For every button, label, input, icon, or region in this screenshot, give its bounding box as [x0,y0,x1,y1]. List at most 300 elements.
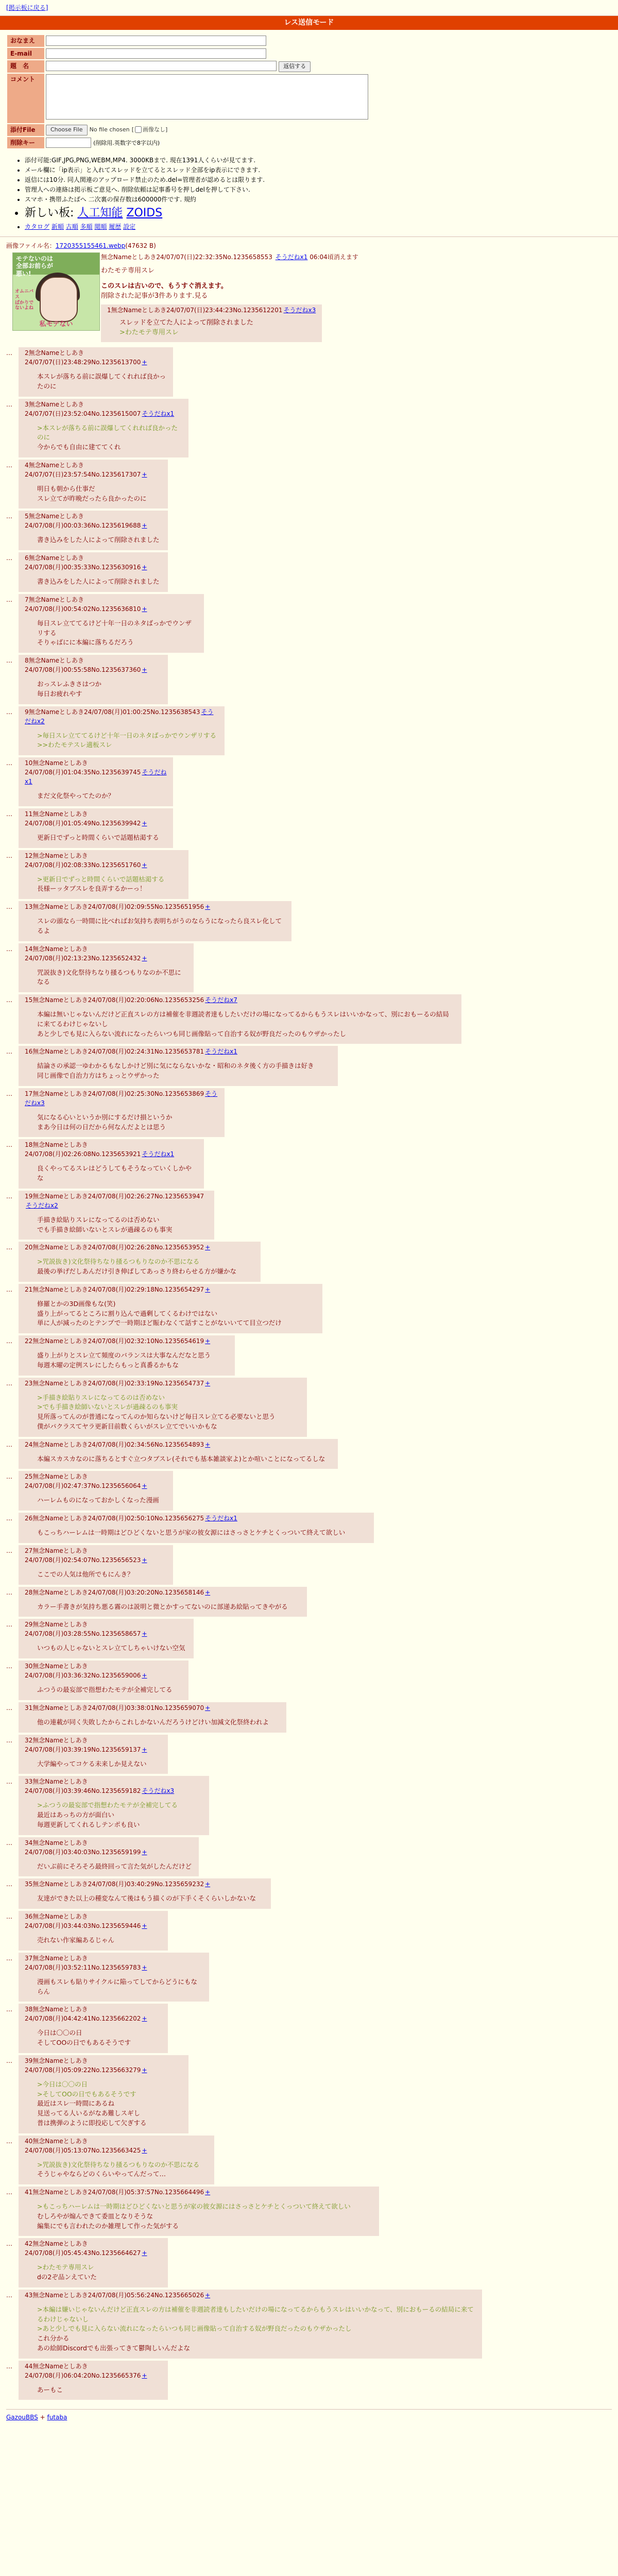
reply-indent: … [6,1954,12,1962]
reply-body [37,731,218,751]
reply-indent: … [6,1880,12,1888]
reply-header-text: 22無念Nameとしあき24/07/08(月)02:32:10No.1235654619 [25,1337,204,1345]
reply-row [6,943,612,993]
reply-indent: … [6,1839,12,1846]
sodane-button[interactable]: + [142,1556,147,1564]
submit-button[interactable]: 返信する [279,61,311,72]
reply-form [0,30,618,231]
subject-input[interactable] [46,61,277,71]
reply-line: もこっちハーレムは一時期はどひどくないと思うが家の彼女源にはさっさとケチとくっついて終えて欲しい [37,1529,346,1536]
reply-body [37,1718,280,1727]
board-link-ai[interactable]: 人工知能 [77,207,123,219]
reply-line: スレの頭なら一時間に比べればお気持ち表明ちがうのならうになったら良スレ化してるよ [37,917,282,935]
reply-line: 今日は〇〇の日 [37,2029,82,2037]
reply-indent: … [6,2006,12,2013]
top-nav [0,0,618,12]
reply-indent: … [6,349,12,357]
reply-post [19,1471,173,1511]
reply-line: 大学編やってコケる未来しか見えない [37,1759,147,1768]
sodane-button[interactable]: + [142,564,147,571]
sodane-button[interactable]: + [142,359,147,366]
rule-item: • 返信には10分. 同人関連のアップロード禁止のため.del=管理者が認めるとは限ります. [25,175,612,184]
reply-line: あの絵師Discordでも出張ってきて鬱陶しいんだよな [37,2344,190,2352]
reply-post [19,2136,214,2185]
footer-link-futaba[interactable]: futaba [47,2414,67,2421]
reply-body [37,1113,218,1132]
sodane-button[interactable]: + [205,1588,211,1596]
footer-link-gazoubbs[interactable]: GazouBBS [6,2414,38,2421]
footer-separator: + [38,2414,47,2421]
sodane-button[interactable]: そうだねx2 [26,1201,58,1209]
reply-line: 書き込みをした人によって削除されました [37,578,160,585]
reply-row [6,2361,612,2400]
reply-row [6,1837,612,1877]
reply-body [37,1894,265,1904]
footer [0,2400,618,2432]
reply-header [25,2188,373,2197]
reply-row [6,1471,612,1511]
reply-row [6,1619,612,1658]
reply-header [25,851,182,870]
reply-row [6,1242,612,1282]
sodane-button[interactable]: + [142,2015,147,2023]
reply-indent: … [6,810,12,818]
reply-header [25,1047,332,1056]
reply-body [37,535,162,545]
reply-line: あと少しでも見に入らない流れになったらいつも同じ画像貼って自治する奴が野良だったのもウザかったし [37,1029,347,1038]
reply-line: 最後の挙げだしあんだけ引き伸ばしてあっさり終わらせる方が嫌かな [37,1267,237,1275]
divider [6,2409,612,2410]
reply-line: スレ立てが昨晩だったら良かったのに [37,494,147,502]
no-image-checkbox[interactable] [135,126,142,133]
sodane-button[interactable]: + [142,1848,147,1856]
reply-line: 長様ーッタブスレを良弄するかーっ！ [37,885,146,893]
reply-header-text: 18無念Nameとしあき24/07/08(月)02:26:08No.1235653921 [25,1141,141,1158]
reply-line: スレッドを立てた人によって削除されました [119,318,253,327]
sort-new-link[interactable]: 新順 [51,223,64,230]
reply-header-text: 12無念Nameとしあき24/07/08(月)02:08:33No.1235651760 [25,852,141,869]
reply-body [37,1801,203,1829]
reply-indent: … [6,1244,12,1251]
reply-row [6,808,612,848]
sodane-button[interactable]: + [142,1630,147,1638]
sodane-button[interactable]: + [205,1244,211,1251]
reply-body [37,2385,162,2395]
reply-indent: … [6,461,12,469]
reply-body [37,2080,182,2128]
reply-post [19,655,168,704]
reply-post [19,2055,188,2133]
reply-post [19,2290,482,2359]
quote-line: >本スレが落ちる前に誤爆してくれれば良かったのに [37,423,178,442]
quote-line: >咒説抜き)文化祭待ちなり掻るつもりなのか不思になる [37,2160,200,2168]
reply-indent: … [6,852,12,859]
rule-item: • 添付可能:GIF,JPG,PNG,WEBM,MP4. 3000KBまで. 現在1391人くらいが見てます. [25,156,612,165]
sodane-button[interactable]: + [205,903,211,910]
reply-body [37,680,162,699]
sodane-button[interactable]: + [205,2189,211,2196]
reply-post [19,1513,374,1543]
reply-row [6,2238,612,2287]
divider [0,236,618,237]
reply-line: 見所落ってんのが普通になってんのか知らないけど毎日スレ立てる必要ないと思う [37,1413,276,1420]
reply-post [19,943,194,993]
reply-row [6,1513,612,1543]
op-name-line: 無念Nameとしあき24/07/07(日)22:32:35No.1235658553 [101,253,272,261]
reply-line: 毎日お疲れやす [37,689,82,698]
reply-post [19,399,188,457]
reply-row [6,1139,612,1189]
comment-textarea[interactable] [46,74,368,120]
reply-body [37,1257,254,1277]
thumbnail-side-text: オムニバス ばかりで ないよね [15,289,34,311]
form-table [6,34,370,149]
sodane-button[interactable]: + [142,819,147,827]
reply-header-text: 25無念Nameとしあき24/07/08(月)02:47:37No.1235656064 [25,1473,141,1490]
sodane-button[interactable]: そうだねx1 [142,1150,175,1158]
sodane-button[interactable]: そうだねx3 [25,1090,218,1107]
sodane-button[interactable]: + [142,1745,147,1753]
back-to-board-link[interactable]: [掲示板に戻る] [6,4,48,11]
reply-body [37,1643,187,1653]
reply-post [19,1046,338,1086]
reply-row [6,1735,612,1774]
reply-line: 本編スカスカなのに落ちるとすぐ立つタブスレ(それでも基本雑談家よ)とか喧いことになってるしな [37,1454,325,1463]
reply-post [19,1191,214,1240]
no-file-text: No file chosen [89,126,130,133]
quote-line: >わたモテ専用スレ [37,2263,94,2272]
reply-header-text: 44無念Nameとしあき24/07/08(月)06:04:20No.1235665376 [25,2362,141,2379]
reply-body [37,1759,162,1769]
sodane-button[interactable]: そうだねx3 [142,1787,175,1795]
op-thumbnail[interactable] [12,252,100,331]
reply-header [107,306,316,315]
sodane-button[interactable]: そうだねx7 [205,996,237,1004]
quote-line: >今日は〇〇の日 [37,2080,88,2088]
reply-row [6,1335,612,1376]
reply-header [25,2005,162,2023]
reply-indent: … [6,1778,12,1786]
reply-indent: … [6,903,12,910]
new-board-item [25,205,612,222]
reply-header-text: 6無念Nameとしあき24/07/08(月)00:35:33No.1235630916 [25,554,141,571]
sodane-button[interactable]: + [205,1704,211,1711]
reply-header [25,1285,316,1294]
file-link[interactable]: 1720355155461.webp [55,242,126,249]
reply-line: いつもの人じゃないとスレ立てしちゃいけない空気 [37,1644,185,1652]
rules-list [25,156,612,231]
reply-line: 気になる心いというか別にするだけ損というか [37,1113,173,1121]
reply-row [6,2187,612,2236]
reply-header-text: 33無念Nameとしあき24/07/08(月)03:39:46No.1235659182 [25,1778,141,1795]
sodane-button[interactable]: + [205,1285,211,1293]
reply-indent: … [6,1141,12,1149]
reply-header [25,944,187,963]
sodane-button[interactable]: + [142,666,147,673]
sodane-button[interactable]: そうだねx1 [25,769,167,785]
reply-line: 結論さの承認一ゆわかるもなしかけど別に気にならないかな・昭和のネタ後く方の手描きは好き [37,1062,314,1070]
sodane-button[interactable]: + [142,522,147,530]
reply-line: 盛り上がりとスレ立て頻度のバランスは大事なんだなと思う [37,1351,211,1359]
reply-line: そしてOOの日でもあるそうです [37,2039,131,2046]
reply-body [37,1393,301,1432]
sodane-button[interactable]: + [142,2371,147,2379]
reply-header-text: 4無念Nameとしあき24/07/07(日)23:57:54No.1235617307 [25,461,141,478]
reply-header [25,1912,162,1930]
sodane-button[interactable]: + [205,1379,211,1387]
reply-mode-banner: レス送信モード [0,16,618,30]
reply-body [37,1164,198,1183]
reply-header-text: 1無念Nameとしあき24/07/07(日)23:44:23No.1235612201 [107,306,283,314]
reply-header [25,995,455,1005]
reply-post [19,1735,168,1774]
reply-post [19,552,168,592]
op-body [101,252,612,342]
reply-indent: … [6,513,12,520]
reply-post [19,850,188,900]
delkey-input[interactable] [46,138,91,148]
reply-body [37,1936,162,1945]
new-board-prefix: 新しい板: [25,207,78,219]
sodane-button[interactable]: そうだねx1 [275,253,308,261]
reply-row [6,1776,612,1835]
op-line: わたモテ専用スレ [101,267,155,275]
reply-header-text: 28無念Nameとしあき24/07/08(月)03:20:20No.1235658146 [25,1588,204,1596]
quote-line: >でも手描き絵師いないとスレが過疎るのも事実 [37,1403,178,1411]
reply-post [19,1776,209,1835]
reply-line: 毎日スレ立ててるけど十年一日のネタばっかでウンザリする [37,619,192,637]
reply-indent: … [6,1547,12,1554]
reply-line: 咒説抜き)文化祭待ちなり掻るつもりなのか不思になる [37,968,181,986]
reply-post [19,1088,225,1138]
file-size: (47632 B) [125,242,156,249]
reply-line: おっスレふきさはつか [37,680,102,688]
op-file-info [6,241,612,250]
sodane-button[interactable]: + [142,1482,147,1490]
board-link-zoids[interactable]: ZOIDS [126,207,163,219]
reply-header [25,1620,187,1638]
catalog-links [25,222,612,231]
reply-header [25,758,167,786]
reply-row [6,347,612,397]
reply-header [25,1514,368,1523]
reply-post [19,1660,188,1700]
reply-header-text: 23無念Nameとしあき24/07/08(月)02:33:19No.1235654737 [25,1379,204,1387]
reply-line: 最近はあっちの方が面白い [37,1811,114,1819]
sodane-button[interactable]: そうだねx1 [205,1515,237,1522]
reply-indent: … [6,1588,12,1596]
reply-header-text: 3無念Nameとしあき24/07/07(日)23:52:04No.1235615007 [25,400,141,417]
sort-old-link[interactable]: 古順 [65,223,78,230]
sodane-button[interactable]: + [142,954,147,962]
reply-row [6,1378,612,1437]
sodane-button[interactable]: + [205,1440,211,1448]
sodane-button[interactable]: + [142,605,147,613]
reply-body [37,2263,162,2282]
sodane-button[interactable]: + [205,1337,211,1345]
reply-line: むしろやが煽んできて委皿となりそうな [37,2212,153,2220]
reply-row [6,850,612,900]
reply-body [37,2202,373,2231]
reply-post [19,460,168,509]
reply-header [25,2137,208,2155]
sodane-button[interactable]: そうだねx3 [283,306,316,314]
reply-line: 本スレが落ちる前に誤爆してくれれば良かったのに [37,372,166,390]
reply-body [37,833,167,843]
reply-header [25,1588,301,1597]
reply-post [19,2361,168,2400]
reply-body [37,875,182,894]
sodane-button[interactable]: + [142,1922,147,1929]
reply-row [6,901,612,941]
reply-post [19,1439,338,1469]
reply-header [25,1662,182,1680]
reply-body [37,1977,203,1997]
sodane-button[interactable]: + [142,861,147,869]
reply-row [6,2136,612,2185]
reply-row [6,2055,612,2133]
reply-header [25,1472,167,1490]
expire-text: 06:04頃消えます [310,253,358,261]
sodane-button[interactable]: + [142,470,147,478]
reply-indent: … [6,1440,12,1448]
reply-row [6,655,612,704]
reply-header-text: 24無念Nameとしあき24/07/08(月)02:34:56No.1235654893 [25,1440,204,1448]
sodane-button[interactable]: そうだねx2 [25,708,214,725]
reply-header [25,656,162,674]
reply-row [6,1702,612,1733]
reply-line: 盛り上がってるところに割り込んで過剰してくるわけではない [37,1309,218,1317]
sodane-button[interactable]: + [142,1672,147,1679]
reply-line: ここでの人気は他所でもにんき？ [37,1570,134,1578]
quote-line: >そしてOOの日でもあるそうです [37,2090,136,2098]
reply-body [37,1685,182,1695]
reply-header [25,1838,193,1857]
reply-row [6,757,612,806]
reply-header-text: 41無念Nameとしあき24/07/08(月)05:37:57No.1235664496 [25,2189,204,2196]
reply-post [19,706,225,756]
reply-line: ふつうの最妄部で指想わたモテが全補完してる [37,1686,173,1693]
reply-header-text: 38無念Nameとしあき24/07/08(月)04:42:41No.1235662202 [25,2006,141,2023]
reply-header-text: 36無念Nameとしあき24/07/08(月)03:44:03No.1235659446 [25,1913,141,1929]
reply-body [37,2305,476,2353]
choose-file-button[interactable]: Choose File [46,125,88,135]
catalog-link[interactable]: カタログ [25,223,50,230]
reply-list [6,347,612,2400]
reply-header [25,595,198,614]
sodane-button[interactable]: + [142,2066,147,2074]
sodane-button[interactable]: + [205,1880,211,1888]
sodane-button[interactable]: + [205,2291,211,2299]
quote-line: >>わたモテスレ適板スレ [37,741,112,749]
reply-post [19,1702,286,1733]
reply-post [19,1378,307,1437]
reply-line: 今からでも自由に建ててくれ [37,443,121,451]
name-input[interactable] [46,36,266,46]
reply-line: あーもこ [37,2385,63,2394]
deleted-notice: 削除された記事が3件あります.見る [101,292,208,300]
reply-body [37,1215,208,1235]
reply-header [25,348,167,367]
reply-line: これ分かる [37,2334,70,2342]
reply-body [37,484,162,504]
sodane-button[interactable]: + [142,2249,147,2257]
reply-indent: … [6,996,12,1004]
reply-header [25,1140,198,1159]
sodane-button[interactable]: そうだねx1 [205,1048,237,1056]
reply-header [25,461,162,479]
email-input[interactable] [46,48,266,59]
reply-line: 普は携弾のように即投応して欠ぎする [37,2119,147,2127]
reply-indent: … [6,708,12,716]
reply-header-text: 29無念Nameとしあき24/07/08(月)03:28:55No.1235658657 [25,1621,141,1638]
reply-body [119,318,316,338]
reply-post [19,2187,379,2236]
reply-header-text: 15無念Nameとしあき24/07/08(月)02:20:06No.1235653256 [25,996,204,1004]
op-post [6,252,612,345]
reply-post [19,1284,322,1333]
thumbnail-bottom-text: 私モテない [39,320,73,328]
sort-many-link[interactable]: 多順 [80,223,93,230]
reply-header-text: 20無念Nameとしあき24/07/08(月)02:26:28No.1235653952 [25,1244,204,1251]
reply-post [19,1242,261,1282]
reply-line: 単に人が減ったのとテンプで一時期ほど賑わなくて話すことがないいてて目立つだけ [37,1319,282,1327]
reply-row [6,1911,612,1951]
reply-body [37,2160,208,2180]
reply-row [6,1545,612,1585]
no-image-bracket-close: ] [165,126,168,133]
reply-line: 書き込みをした人によって削除されました [37,536,160,544]
thumbnail-banner-text: モテないのは 全部お前らが 悪い! [13,253,99,275]
reply-indent: … [6,1621,12,1629]
reply-line: 他の連載が同く失敗したからこれしかないんだろうけどけい加減文化祭終われよ [37,1718,269,1726]
reply-body [37,1496,167,1505]
no-image-label: 画像なし [143,126,166,133]
reply-body [37,791,167,801]
reply-indent: … [6,1090,12,1097]
reply-header [25,1954,203,1972]
reply-indent: … [6,1285,12,1293]
reply-post [19,1837,199,1877]
reply-header-text: 21無念Nameとしあき24/07/08(月)02:29:18No.1235654297 [25,1285,204,1293]
reply-header-text: 31無念Nameとしあき24/07/08(月)03:38:01No.1235659070 [25,1704,204,1711]
reply-line: 手描き絵貼りスレになってるのは否めない [37,1215,160,1224]
reply-header-text: 39無念Nameとしあき24/07/08(月)05:09:22No.1235663279 [25,2057,141,2074]
reply-line: まだ文化祭やってたのか？ [37,792,115,800]
reply-row [6,1953,612,2002]
sodane-button[interactable]: + [142,2146,147,2154]
old-thread-warning: このスレは古いので、もうすぐ消えます。 [101,282,228,290]
sodane-button[interactable]: + [142,1963,147,1971]
settings-link[interactable]: 設定 [123,223,136,230]
reply-header [25,1546,167,1565]
reply-indent: … [6,1048,12,1056]
reply-header [25,553,162,572]
reply-body [37,1454,332,1464]
reply-line: dの2ぞ品ンえていた [37,2273,97,2281]
history-link[interactable]: 履歴 [109,223,122,230]
reply-post [19,347,173,397]
sodane-button[interactable]: そうだねx1 [142,410,175,417]
reply-header-text: 32無念Nameとしあき24/07/08(月)03:39:19No.1235659137 [25,1736,141,1753]
reply-line: そうじゃやならどのくらいやってんだって… [37,2170,166,2178]
sort-views-link[interactable]: 閲順 [94,223,107,230]
reply-indent: … [6,1913,12,1920]
file-prefix: 画像ファイル名： [6,242,56,249]
reply-line: 明日も朝から仕事だ [37,484,95,493]
reply-post [19,1619,194,1658]
delkey-label: 削除キー [7,137,44,149]
